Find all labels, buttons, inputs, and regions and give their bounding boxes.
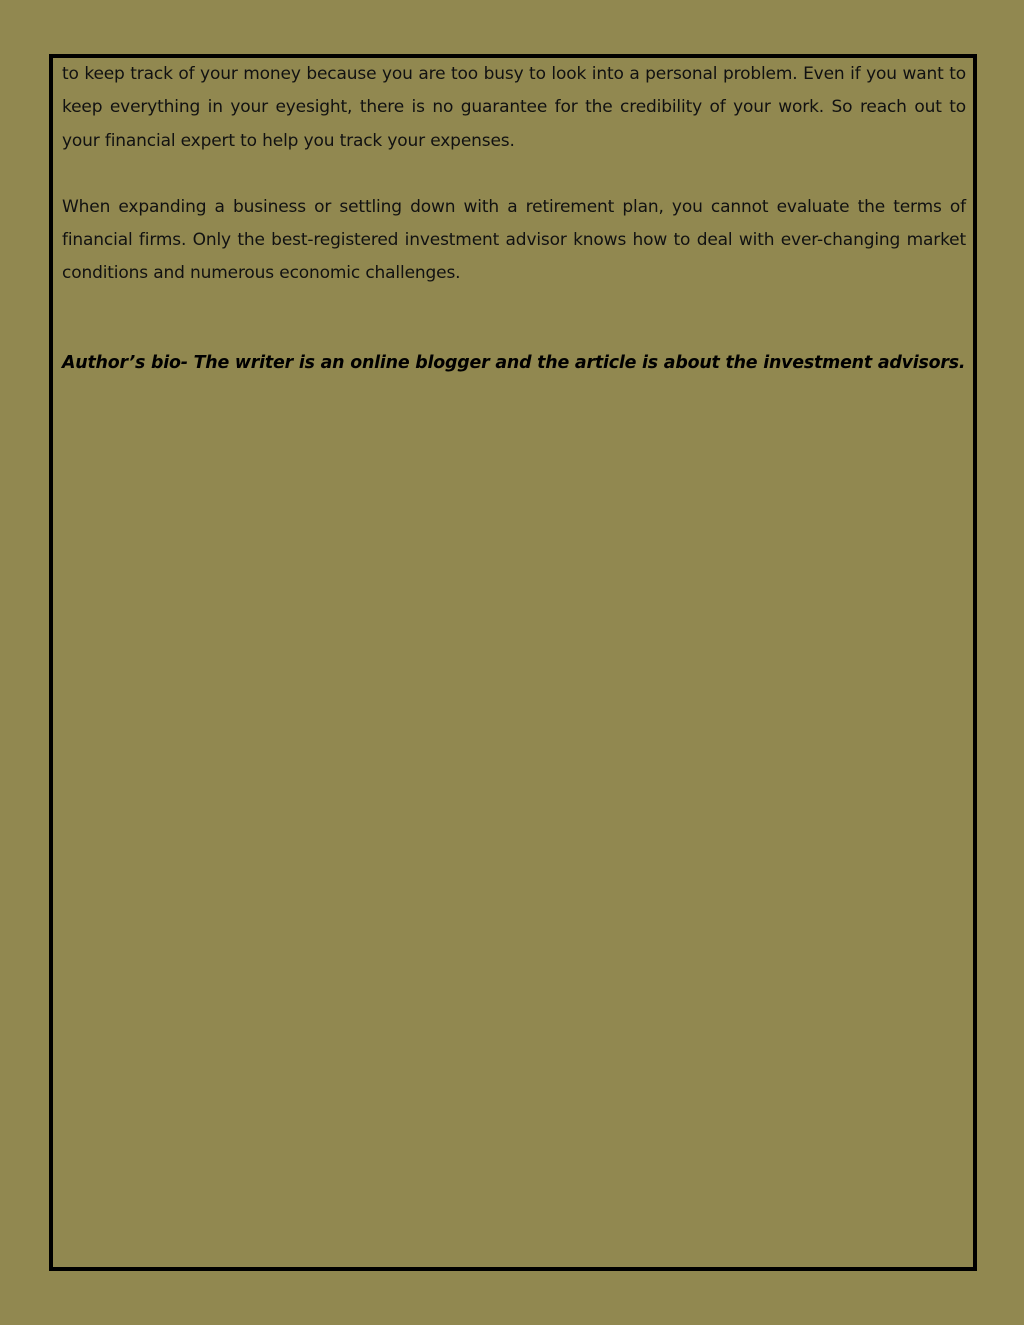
paragraph-2: When expanding a business or settling down with a retirement plan, you cannot evaluate the terms of financial firms. Only the best-registered investment advisor knows how to deal with ever-changing market conditions and numerous economic challenges.	[62, 196, 966, 284]
author-bio: Author’s bio- The writer is an online blogger and the article is about the investment advisors.	[62, 352, 966, 373]
page-frame	[49, 54, 977, 1271]
document-body	[62, 58, 966, 380]
paragraph-1: to keep track of your money because you are too busy to look into a personal problem. Even if you want to keep everything in your eyesight, there is no guarantee for the credibility of your work. So reach out to your financial expert to help you track your expenses.	[62, 64, 966, 151]
